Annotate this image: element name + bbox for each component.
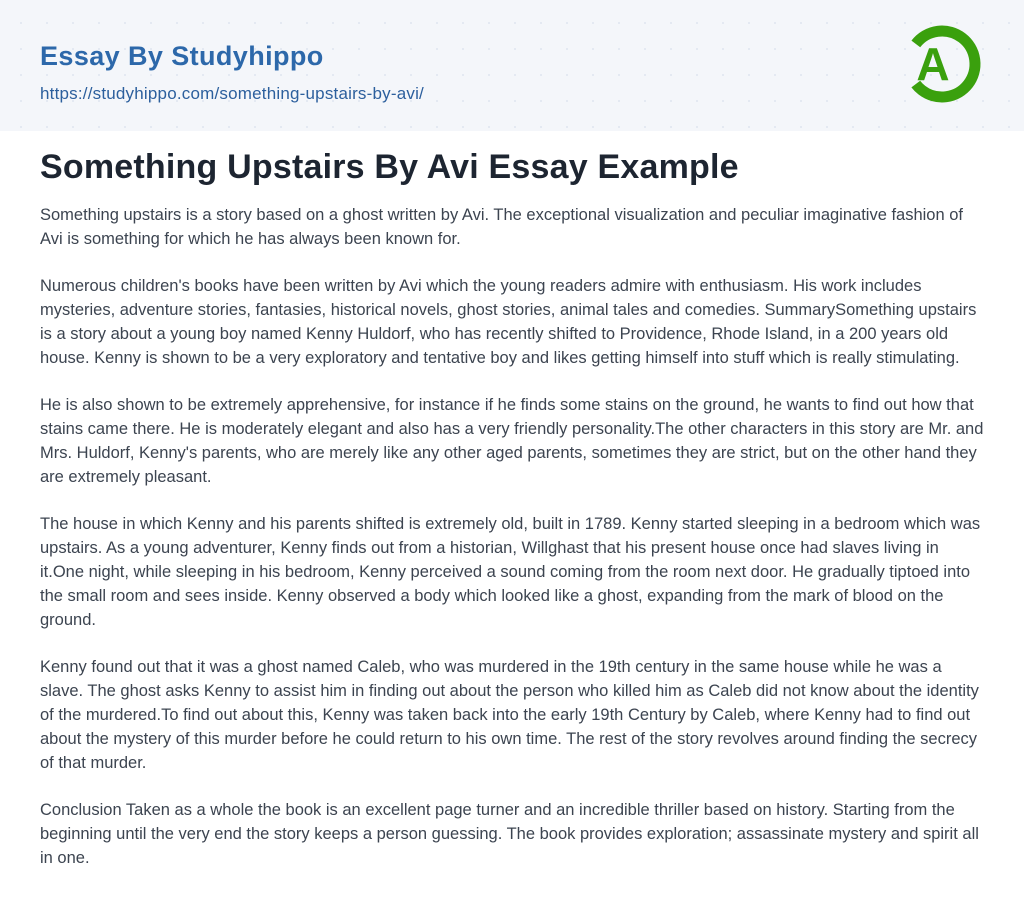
essay-paragraph: Kenny found out that it was a ghost named Caleb, who was murdered in the 19th century in the same house while he was a slave. The ghost asks Kenny to assist him in finding out about the person who killed him as Caleb did not know about the identity of the murdered.To find out about this, Kenny was taken back into the early 19th Century by Caleb, where Kenny had to find out about the mystery of this murder before he could return to his own time. The rest of the story revolves around finding the secrecy of that murder. bbox=[40, 658, 979, 772]
logo-letter: A bbox=[916, 38, 950, 90]
studyhippo-logo-icon bbox=[896, 14, 988, 114]
essay-paragraph: He is also shown to be extremely apprehensive, for instance if he finds some stains on the ground, he wants to find out how that stains came there. He is moderately elegant and also has a very friendly personality.The other characters in this story are Mr. and Mrs. Huldorf, Kenny's parents, who are merely like any other aged parents, sometimes they are strict, but on the other hand they are extremely pleasant. bbox=[40, 396, 984, 486]
page-header bbox=[0, 0, 1024, 131]
essay-paragraph: Numerous children's books have been written by Avi which the young readers admire with enthusiasm. His work includes mysteries, adventure stories, fantasies, historical novels, ghost stories, animal tales and comedies. SummarySomething upstairs is a story about a young boy named Kenny Huldorf, who has recently shifted to Providence, Rhode Island, in a 200 years old house. Kenny is shown to be a very exploratory and tentative boy and likes getting himself into stuff which is really stimulating. bbox=[40, 277, 977, 367]
source-url-link[interactable]: https://studyhippo.com/something-upstairs-by-avi/ bbox=[40, 84, 424, 103]
essay-title: Something Upstairs By Avi Essay Example bbox=[40, 148, 739, 186]
essay-paragraph: Something upstairs is a story based on a ghost written by Avi. The exceptional visualization and peculiar imaginative fashion of Avi is something for which he has always been known for. bbox=[40, 206, 964, 248]
essay-paragraph: The house in which Kenny and his parents shifted is extremely old, built in 1789. Kenny started sleeping in a bedroom which was upstairs. As a young adventurer, Kenny finds out from a historian, Willghast that his present house once had slaves living in it.One night, while sleeping in his bedroom, Kenny perceived a sound coming from the room next door. He gradually tiptoed into the small room and sees inside. Kenny observed a body which looked like a ghost, expanding from the mark of blood on the ground. bbox=[40, 515, 981, 629]
essay-paragraph: Conclusion Taken as a whole the book is an excellent page turner and an incredible thriller based on history. Starting from the beginning until the very end the story keeps a person guessing. The book provides exploration; assassinate mystery and spirit all in one. bbox=[40, 801, 979, 867]
site-title: Essay By Studyhippo bbox=[40, 41, 324, 71]
essay-article bbox=[0, 131, 1024, 870]
